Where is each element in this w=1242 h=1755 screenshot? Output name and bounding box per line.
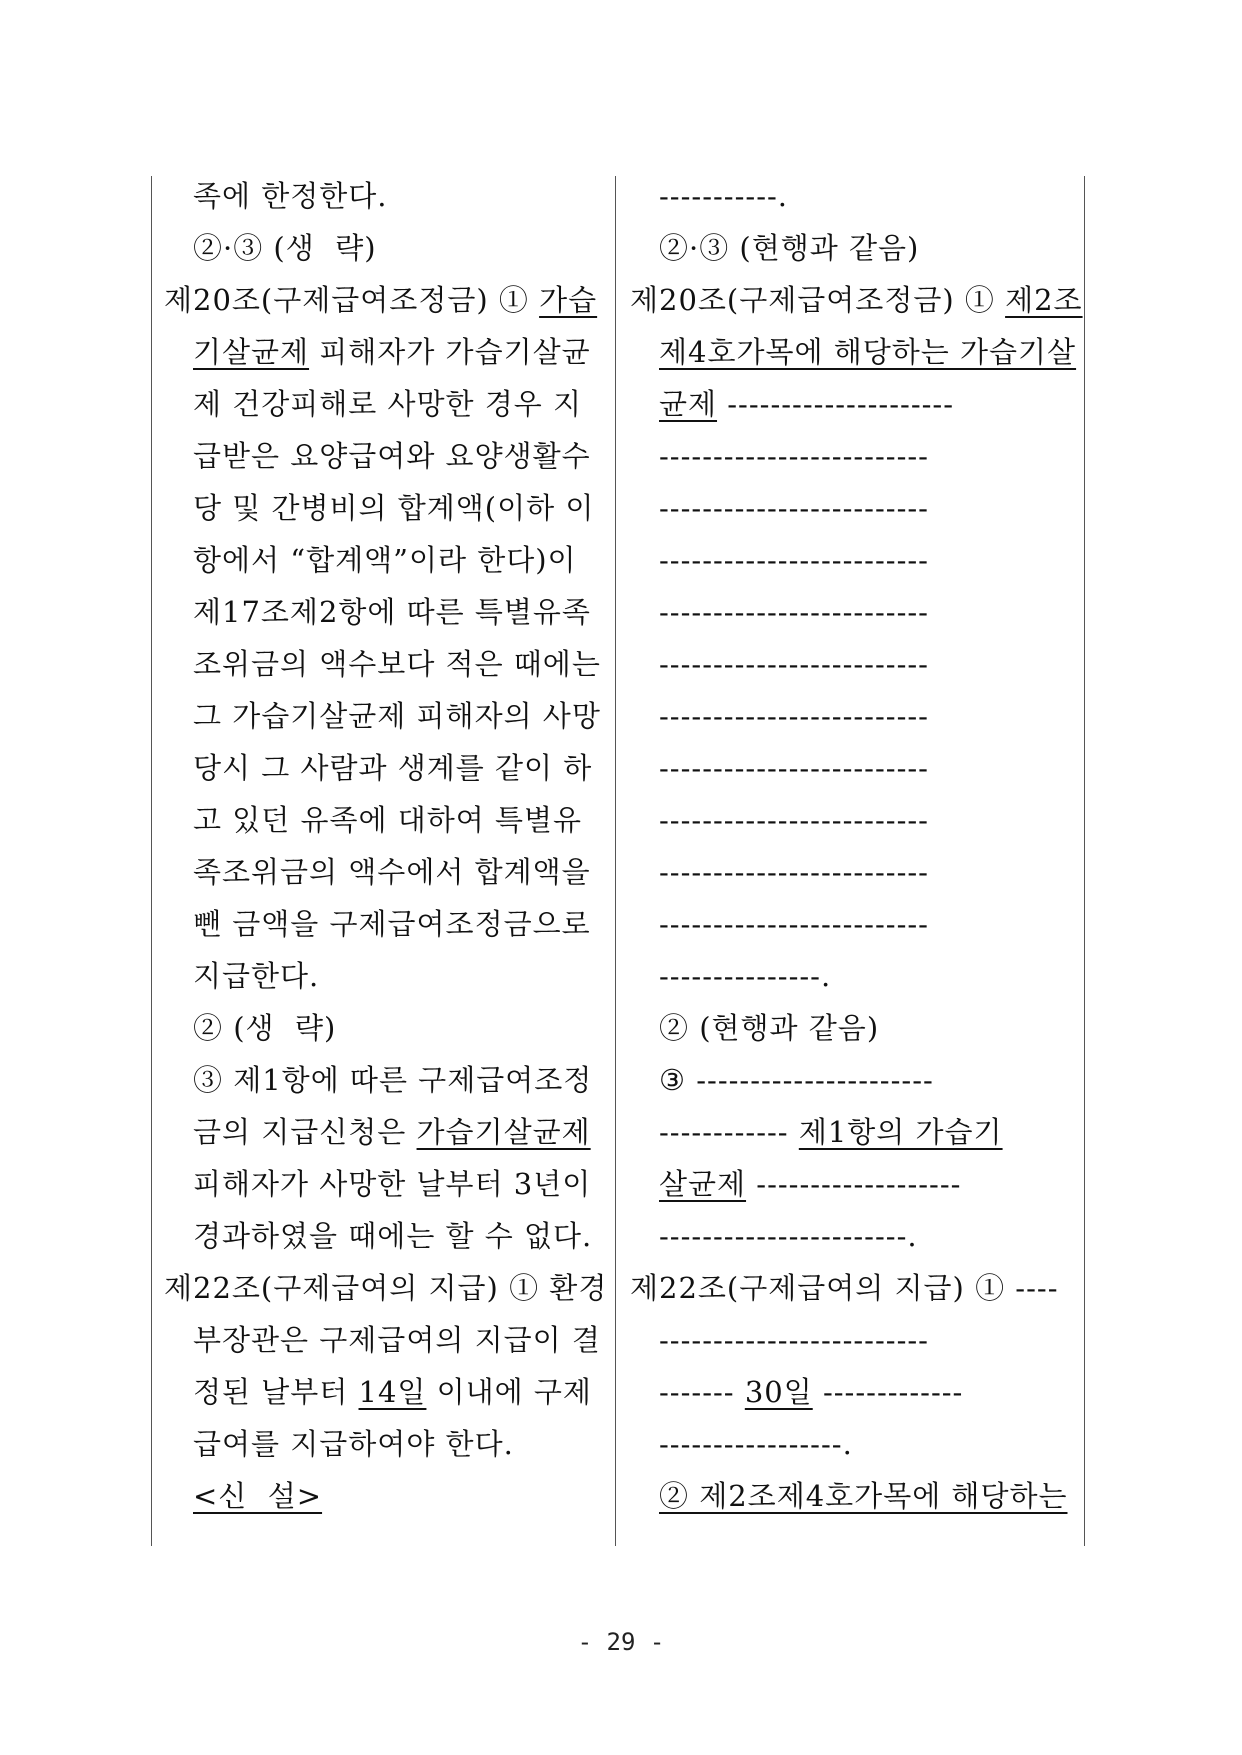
underlined-text: 제2조 (1005, 283, 1083, 317)
right-border-line (1084, 176, 1085, 1546)
current-law-line (193, 956, 319, 996)
amendment-line (659, 1216, 918, 1256)
line-text: 항에서 “합계액”이라 한다)이 (193, 543, 577, 577)
line-text: ------------------------- (659, 907, 929, 941)
amendment-line (659, 1424, 853, 1464)
current-law-line (193, 904, 591, 944)
amendment-line (659, 800, 929, 840)
amendment-line (659, 696, 929, 736)
underlined-text: 균제 (659, 387, 718, 421)
current-law-line (193, 696, 601, 736)
line-text: -----------------. (659, 1427, 853, 1461)
line-text: -----------------------. (659, 1219, 918, 1253)
line-text: 족에 한정한다. (193, 179, 388, 213)
amendment-line (659, 1060, 934, 1100)
current-law-line (193, 644, 601, 684)
underlined-text: ② 제2조제4호가목에 해당하는 (659, 1479, 1068, 1513)
line-text: 급여를 지급하여야 한다. (193, 1427, 514, 1461)
line-text: ------------------------- (659, 647, 929, 681)
underlined-text: 살균제 (659, 1167, 747, 1201)
line-text: ------------------------- (659, 751, 929, 785)
amendment-line (659, 1476, 1068, 1516)
line-text: 경과하였을 때에는 할 수 없다. (193, 1219, 593, 1253)
current-law-line (193, 228, 377, 268)
line-text: ---------------. (659, 959, 832, 993)
underlined-text: 제1항의 가습기 (798, 1115, 1003, 1149)
amendment-line (659, 488, 929, 528)
line-text: 정된 날부터 (193, 1375, 359, 1409)
line-text: ③ ---------------------- (659, 1063, 934, 1097)
current-law-line (193, 1216, 592, 1256)
line-text: ------------------------- (659, 699, 929, 733)
line-text: 뺀 금액을 구제급여조정금으로 (193, 907, 591, 941)
line-text: ②·③ (생 략) (193, 231, 377, 265)
line-text: ②·③ (현행과 같음) (659, 231, 920, 265)
line-text: ------------------------- (659, 439, 929, 473)
line-text: 조위금의 액수보다 적은 때에는 (193, 647, 601, 681)
line-text: ------------------------- (659, 595, 929, 629)
amendment-line (659, 644, 929, 684)
line-text: ------------------------- (659, 543, 929, 577)
amendment-line (659, 436, 929, 476)
current-law-line (193, 1372, 592, 1412)
current-law-line (193, 540, 577, 580)
line-text: 당 및 간병비의 합계액(이하 이 (193, 491, 595, 525)
amendment-line (659, 332, 1076, 372)
current-law-line (193, 1476, 322, 1516)
line-text: ② (현행과 같음) (659, 1011, 880, 1045)
amendment-line (659, 1372, 963, 1412)
line-text: ------------------------- (659, 855, 929, 889)
current-law-line (193, 592, 591, 632)
line-text: 고 있던 유족에 대하여 특별유 (193, 803, 583, 837)
underlined-text: <신 설> (193, 1479, 323, 1513)
amendment-line (659, 956, 831, 996)
underlined-text: 14일 (358, 1375, 427, 1409)
current-law-line (164, 1268, 607, 1308)
underlined-text: 제4호가목에 해당하는 가습기살 (659, 335, 1077, 369)
amendment-line (659, 1164, 961, 1204)
left-border-line (151, 176, 152, 1546)
current-law-line (193, 332, 591, 372)
current-law-line (193, 1164, 591, 1204)
line-text: 제17조제2항에 따른 특별유족 (193, 595, 591, 629)
amendment-line (659, 176, 788, 216)
amendment-line (659, 748, 929, 788)
current-law-line (193, 1008, 336, 1048)
current-law-line (193, 1424, 514, 1464)
amendment-line (659, 228, 919, 268)
current-law-line (164, 280, 597, 320)
current-law-line (193, 488, 594, 528)
line-text: 부장관은 구제급여의 지급이 결 (193, 1323, 601, 1357)
amendment-line (659, 1112, 1003, 1152)
line-text: -----------. (659, 179, 789, 213)
line-text: 금의 지급신청은 (193, 1115, 417, 1149)
amendment-line (659, 852, 929, 892)
line-text: 피해자가 가습기살균 (309, 335, 591, 369)
page-number: - 29 - (577, 1628, 665, 1656)
line-text: 제22조(구제급여의 지급) ① 환경 (164, 1271, 608, 1305)
line-text: 족조위금의 액수에서 합계액을 (193, 855, 591, 889)
amendment-line (659, 904, 929, 944)
current-law-line (193, 748, 592, 788)
line-text: ③ 제1항에 따른 구제급여조정 (193, 1063, 593, 1097)
underlined-text: 가습기살균제 (416, 1115, 591, 1149)
line-text: 지급한다. (193, 959, 320, 993)
column-divider-line (615, 176, 616, 1546)
line-text: 제20조(구제급여조정금) ① (630, 283, 1006, 317)
line-text: ------------------------- (659, 491, 929, 525)
line-text: ------------------------- (659, 803, 929, 837)
current-law-line (193, 852, 591, 892)
line-text: ------------ (659, 1115, 799, 1149)
underlined-text: 가습 (539, 283, 598, 317)
amendment-line (659, 384, 954, 424)
line-text: 당시 그 사람과 생계를 같이 하 (193, 751, 593, 785)
line-text: ② (생 략) (193, 1011, 337, 1045)
current-law-line (193, 436, 591, 476)
line-text: 제22조(구제급여의 지급) ① ---- (630, 1271, 1059, 1305)
line-text: 이내에 구제 (426, 1375, 592, 1409)
current-law-line (193, 800, 582, 840)
amendment-line (659, 592, 929, 632)
amendment-line (630, 280, 1083, 320)
line-text: ------- (659, 1375, 745, 1409)
line-text: ------------- (812, 1375, 964, 1409)
line-text: 피해자가 사망한 날부터 3년이 (193, 1167, 592, 1201)
line-text: 제 건강피해로 사망한 경우 지 (193, 387, 583, 421)
amendment-line (659, 1320, 929, 1360)
amendment-line (659, 540, 929, 580)
current-law-line (193, 176, 388, 216)
line-text: ------------------------- (659, 1323, 929, 1357)
line-text: 그 가습기살균제 피해자의 사망 (193, 699, 601, 733)
current-law-line (193, 384, 582, 424)
line-text: 급받은 요양급여와 요양생활수 (193, 439, 591, 473)
underlined-text: 30일 (744, 1375, 813, 1409)
amendment-line (659, 1008, 879, 1048)
line-text: 제20조(구제급여조정금) ① (164, 283, 540, 317)
current-law-line (193, 1320, 601, 1360)
underlined-text: 기살균제 (193, 335, 310, 369)
line-text: --------------------- (717, 387, 955, 421)
line-text: ------------------- (746, 1167, 962, 1201)
current-law-line (193, 1060, 592, 1100)
amendment-line (630, 1268, 1059, 1308)
current-law-line (193, 1112, 591, 1152)
